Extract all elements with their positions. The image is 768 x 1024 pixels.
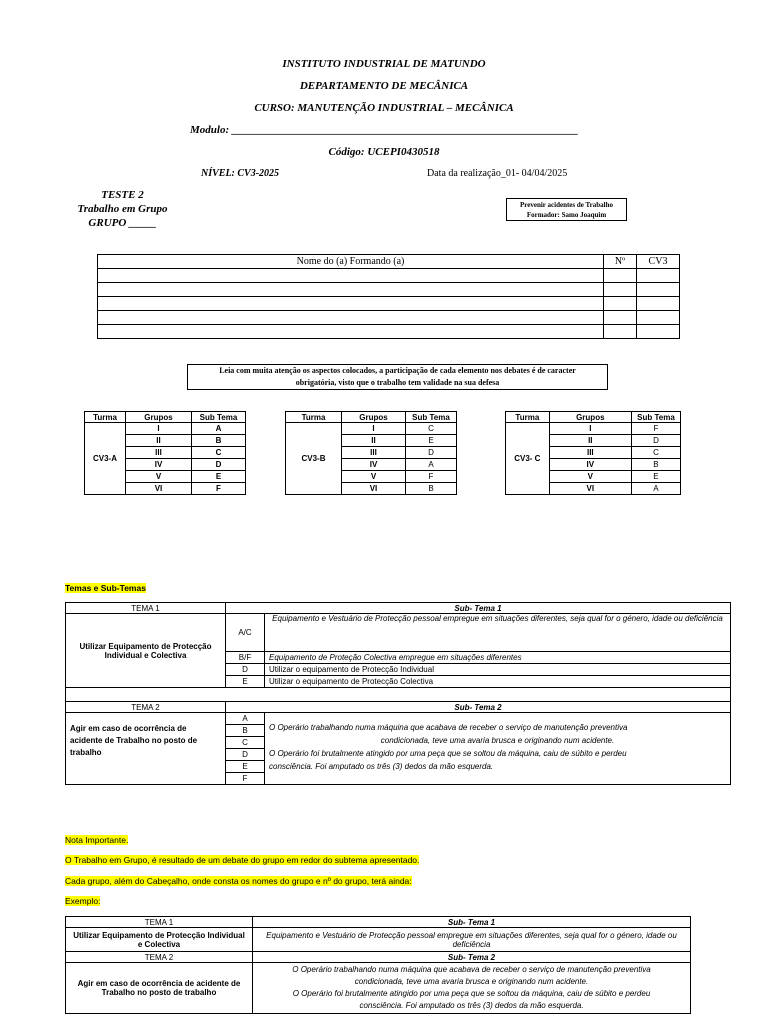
student-name-header: Nome do (a) Formando (a): [98, 255, 604, 269]
subtema-code: E: [226, 676, 265, 688]
example-subtema1-text: Equipamento e Vestuário de Protecção pessoal empregue em situações diferentes, seja qual for o género, idade ou deficiência: [253, 928, 691, 952]
example-tema2-name: Agir em caso de ocorrência de acidente de Trabalho no posto de trabalho: [66, 963, 253, 1014]
module-line: Modulo: _______________________________________________________________: [190, 124, 579, 136]
group-number: VI: [126, 483, 192, 495]
subtema-code: D: [226, 749, 265, 761]
group-header-groups: Grupos: [549, 412, 631, 423]
group-subtheme: C: [192, 447, 246, 459]
group-number: I: [342, 423, 406, 435]
themes-table: [65, 602, 731, 785]
example-subtema1-label: Sub- Tema 1: [253, 917, 691, 928]
group-header-class: Turma: [286, 412, 342, 423]
group-header-subtheme: Sub Tema: [631, 412, 680, 423]
group-table-cv3a: [84, 411, 246, 495]
subtema-code: A/C: [226, 614, 265, 652]
example-scenario-1a: O Operário trabalhando numa máquina que acabava de receber o serviço de manutenção preventiva: [292, 965, 651, 974]
group-header-groups: Grupos: [342, 412, 406, 423]
group-header-groups: Grupos: [126, 412, 192, 423]
topic-title: Prevenir acidentes de Trabalho: [519, 201, 613, 209]
group-number: I: [549, 423, 631, 435]
group-subtheme: B: [406, 483, 457, 495]
student-row[interactable]: [98, 297, 680, 311]
group-subtheme: F: [192, 483, 246, 495]
note-group-work: O Trabalho em Grupo, é resultado de um debate do grupo em redor do subtema apresentado.: [65, 855, 420, 865]
group-subtheme: B: [192, 435, 246, 447]
tema1-name: Utilizar Equipamento de Protecção Individual e Colectiva: [66, 614, 226, 688]
group-number: IV: [549, 459, 631, 471]
group-number: II: [549, 435, 631, 447]
example-table: [65, 916, 691, 1014]
groups-section: [84, 411, 681, 501]
group-number: III: [342, 447, 406, 459]
group-number: V: [342, 471, 406, 483]
topic-box: [506, 198, 627, 221]
example-tema1-label: TEMA 1: [66, 917, 253, 928]
subtema2-label: Sub- Tema 2: [226, 702, 731, 713]
group-subtheme: E: [192, 471, 246, 483]
institute-title: INSTITUTO INDUSTRIAL DE MATUNDO: [282, 58, 486, 70]
tema1-label: TEMA 1: [66, 603, 226, 614]
example-scenario-2a: O Operário foi brutalmente atingido por uma peça que se soltou da máquina, caiu de súbito e perdeu: [292, 989, 651, 998]
subtema-code: A: [226, 713, 265, 725]
group-subtheme: B: [631, 459, 680, 471]
test-type: Trabalho em Grupo: [77, 203, 168, 215]
note-group-header: Cada grupo, além do Cabeçalho, onde consta os nomes do grupo e nº do grupo, terá ainda:: [65, 876, 412, 886]
group-subtheme: D: [631, 435, 680, 447]
tema2-name: Agir em caso de ocorrência de acidente de Trabalho no posto de trabalho: [66, 713, 226, 785]
group-subtheme: D: [406, 447, 457, 459]
example-tema2-label: TEMA 2: [66, 952, 253, 963]
subtema-code: B: [226, 725, 265, 737]
tema2-label: TEMA 2: [66, 702, 226, 713]
student-number-header: Nº: [604, 255, 637, 269]
class-name: CV3-B: [286, 423, 342, 495]
group-subtheme: A: [406, 459, 457, 471]
group-table-cv3b: [285, 411, 457, 495]
group-number: V: [549, 471, 631, 483]
example-scenario-1b: condicionada, teve uma avaria brusca e originando num acidente.: [354, 977, 589, 986]
subtema-text: Equipamento e Vestuário de Protecção pessoal empregue em situações diferentes, seja qual for o género, idade ou deficiência: [265, 614, 731, 652]
example-tema1-name: Utilizar Equipamento de Protecção Individual e Colectiva: [66, 928, 253, 952]
group-number: II: [342, 435, 406, 447]
note-important: Nota Importante.: [65, 835, 129, 845]
student-row[interactable]: [98, 311, 680, 325]
group-header-subtheme: Sub Tema: [406, 412, 457, 423]
group-number: I: [126, 423, 192, 435]
department-title: DEPARTAMENTO DE MECÂNICA: [299, 80, 469, 92]
subtema-code: E: [226, 761, 265, 773]
course-title: CURSO: MANUTENÇÃO INDUSTRIAL – MECÂNICA: [254, 102, 514, 114]
student-row[interactable]: [98, 283, 680, 297]
level-label: NÍVEL: CV3-2025: [201, 168, 280, 179]
subtema-code: D: [226, 664, 265, 676]
student-class-header: CV3: [637, 255, 680, 269]
test-block: [60, 188, 185, 230]
scenario-2a: O Operário foi brutalmente atingido por uma peça que se soltou da máquina, caiu de súbito e perdeu: [269, 749, 627, 758]
group-header-subtheme: Sub Tema: [192, 412, 246, 423]
scenario-1b: condicionada, teve uma avaria brusca e originando num acidente.: [380, 736, 615, 745]
subtema-text: Equipamento de Proteção Colectiva empregue em situações diferentes: [265, 652, 731, 664]
group-number: III: [126, 447, 192, 459]
group-subtheme: C: [406, 423, 457, 435]
test-title: TESTE 2: [101, 189, 144, 201]
group-subtheme: A: [631, 483, 680, 495]
subtema-code: F: [226, 773, 265, 785]
group-subtheme: E: [631, 471, 680, 483]
class-name: CV3-A: [85, 423, 126, 495]
group-header-class: Turma: [506, 412, 550, 423]
group-number: V: [126, 471, 192, 483]
notice-box: [187, 364, 608, 390]
example-scenarios: [253, 963, 691, 1014]
group-number: II: [126, 435, 192, 447]
themes-title: Temas e Sub-Temas: [65, 583, 146, 593]
group-subtheme: A: [192, 423, 246, 435]
student-row[interactable]: [98, 269, 680, 283]
tema2-scenarios: [265, 713, 731, 785]
subtema-code: C: [226, 737, 265, 749]
trainer-name: Formador: Samo Joaquim: [526, 211, 607, 219]
group-number: IV: [342, 459, 406, 471]
scenario-2b: consciência. Foi amputado os três (3) dedos da mão esquerda.: [269, 762, 494, 771]
students-table: [97, 254, 680, 339]
note-example: Exemplo:: [65, 896, 101, 906]
group-subtheme: C: [631, 447, 680, 459]
student-row[interactable]: [98, 325, 680, 339]
subtema-text: Utilizar o equipamento de Protecção Individual: [265, 664, 731, 676]
subtema-code: B/F: [226, 652, 265, 664]
notice-line-2: obrigatória, visto que o trabalho tem validade na sua defesa: [295, 378, 500, 387]
group-blank: GRUPO _____: [88, 217, 157, 229]
group-number: VI: [549, 483, 631, 495]
group-subtheme: F: [406, 471, 457, 483]
group-table-cv3c: [505, 411, 681, 495]
group-subtheme: E: [406, 435, 457, 447]
group-number: III: [549, 447, 631, 459]
scenario-1a: O Operário trabalhando numa máquina que acabava de receber o serviço de manutenção preventiva: [269, 723, 628, 732]
group-number: VI: [342, 483, 406, 495]
group-subtheme: D: [192, 459, 246, 471]
group-header-class: Turma: [85, 412, 126, 423]
group-number: IV: [126, 459, 192, 471]
class-name: CV3- C: [506, 423, 550, 495]
example-scenario-2b: consciência. Foi amputado os três (3) dedos da mão esquerda.: [359, 1001, 584, 1010]
example-subtema2-label: Sub- Tema 2: [253, 952, 691, 963]
subtema1-label: Sub- Tema 1: [226, 603, 731, 614]
notice-line-1: Leia com muita atenção os aspectos colocados, a participação de cada elemento nos debates é de caracter: [219, 366, 576, 375]
group-subtheme: F: [631, 423, 680, 435]
subtema-text: Utilizar o equipamento de Protecção Colectiva: [265, 676, 731, 688]
course-code: Código: UCEPI0430518: [328, 146, 440, 158]
date-label: Data da realização_01- 04/04/2025: [427, 168, 568, 179]
